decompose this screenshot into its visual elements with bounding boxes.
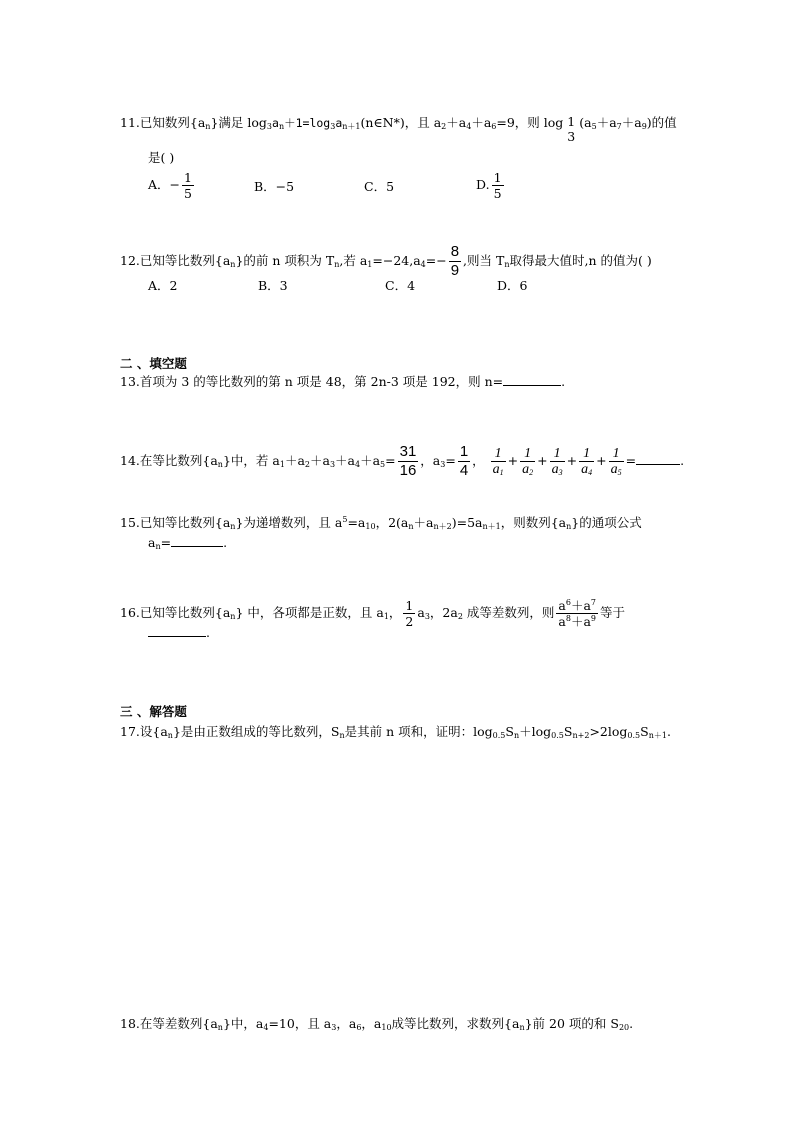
q15-answer-blank[interactable] (171, 534, 223, 547)
q12-option-a: A．2 (148, 278, 178, 293)
q14-reciprocal-5: $\frac{1}{a_5}$ (610, 446, 622, 477)
q12-option-c: C．4 (385, 278, 416, 293)
q11-option-b: B．−5 (254, 179, 295, 194)
q13-answer-blank[interactable] (503, 373, 561, 386)
q15-line1: 15.已知等比数列$\{a_n\}$为递增数列，且 $a^5=a_{10}$，$2(a_n+a_{n+2})=5a_{n+1}$，则数列$\{a_n\}$的通项公式 (120, 515, 642, 531)
q17-number: 17. (120, 724, 140, 739)
q14-reciprocal-3: $\frac{1}{a_3}$ (551, 446, 563, 477)
q12-fraction: $\frac{8}{9}$ (450, 243, 460, 279)
q13-line: 13.首项为 3 的等比数列的第 n 项是 48，第 2n-3 项是 192，则 n= . (120, 374, 566, 389)
q14-answer-blank[interactable] (636, 452, 680, 465)
q16-half-fraction: $\frac{1}{2}$ (405, 598, 414, 629)
section-fill-in-heading: 二 、填空题 (120, 356, 187, 371)
q11-number: 11. (120, 115, 140, 130)
q11-line2: 是( ) (148, 150, 175, 165)
q14-sum-fraction: $\frac{31}{16}$ (399, 443, 417, 479)
q16-ratio-fraction: $\frac{a^6+a^7}{a^8+a^9}$ (558, 598, 596, 629)
q14-number: 14. (120, 453, 140, 468)
q14-reciprocal-1: $\frac{1}{a_1}$ (492, 446, 504, 477)
q14-reciprocal-2: $\frac{1}{a_2}$ (522, 446, 534, 477)
section-solution-heading: 三 、解答题 (120, 704, 187, 719)
q18-number: 18. (120, 1016, 140, 1031)
q16-answer-blank[interactable] (148, 624, 206, 637)
q12-number: 12. (120, 253, 140, 268)
q12-option-b: B．3 (258, 278, 288, 293)
q11-option-c: C．5 (364, 179, 395, 194)
q18-line: 18.在等差数列$\{a_n\}$中，$a_4=10$，且 $a_3$，$a_6$，$a_{10}$成等比数列，求数列$\{a_n\}$前 20 项的和 $S_{20}$. (120, 1016, 634, 1032)
q14-line: 14.在等比数列$\{a_n\}$中，若 $a_1+a_2+a_3+a_4+a_5=$ $\frac{31}{16}$ ，$a_3=$ $\frac{1}{4}$ ， $\frac{1}{a_1}$ + $\frac{1}{a_2}$ + $\frac{1}{a_3}$ + $\frac{1}{a_4}$ + $\frac{1}{a_5}$ = . (120, 443, 685, 479)
q11-option-a: A．− $\frac{1}{5}$ (148, 170, 192, 201)
q15-line2: $a_n=$ . (148, 535, 228, 551)
q16-number: 16. (120, 605, 140, 620)
q14-reciprocal-4: $\frac{1}{a_4}$ (581, 446, 593, 477)
q13-number: 13. (120, 374, 140, 389)
q12-option-d: D．6 (497, 278, 528, 293)
q12-line1: 12.已知等比数列$\{a_n\}$的前 n 项积为 $T_n$,若 $a_1=-24,a_4=-$ $\frac{8}{9}$ ,则当 $T_n$取得最大值时,n 的值为( ) (120, 243, 652, 279)
q11-log-base-fraction: 1 3 (567, 114, 576, 144)
q14-a3-fraction: $\frac{1}{4}$ (459, 443, 469, 479)
q16-line2: . (148, 624, 210, 642)
q17-line: 17.设$\{a_n\}$是由正数组成的等比数列，$S_n$是其前 n 项和，证明：$\log_{0.5}S_n+\log_{0.5}S_{n+2}>2\log_{0.5}S_{n+1}$. (120, 724, 671, 740)
q11-option-d: D. $\frac{1}{5}$ (476, 170, 502, 201)
q15-number: 15. (120, 515, 140, 530)
q16-line1: 16.已知等比数列$\{a_n\}$ 中，各项都是正数，且 $a_1$， $\frac{1}{2}$ $a_3$，$2a_2$ 成等差数列，则 $\frac{a^6+a^7}{a^8+a^9}$ 等于 (120, 598, 626, 629)
q11-line1: 11.已知数列$\{a_n\}$满足 $\log_3a_n+1=\log_3a_{n+1}(n\in N*)$，且 $a_2+a_4+a_6=9$，则 log 1 3 $(a_5+a_7+a_9)$的值 (120, 114, 677, 144)
